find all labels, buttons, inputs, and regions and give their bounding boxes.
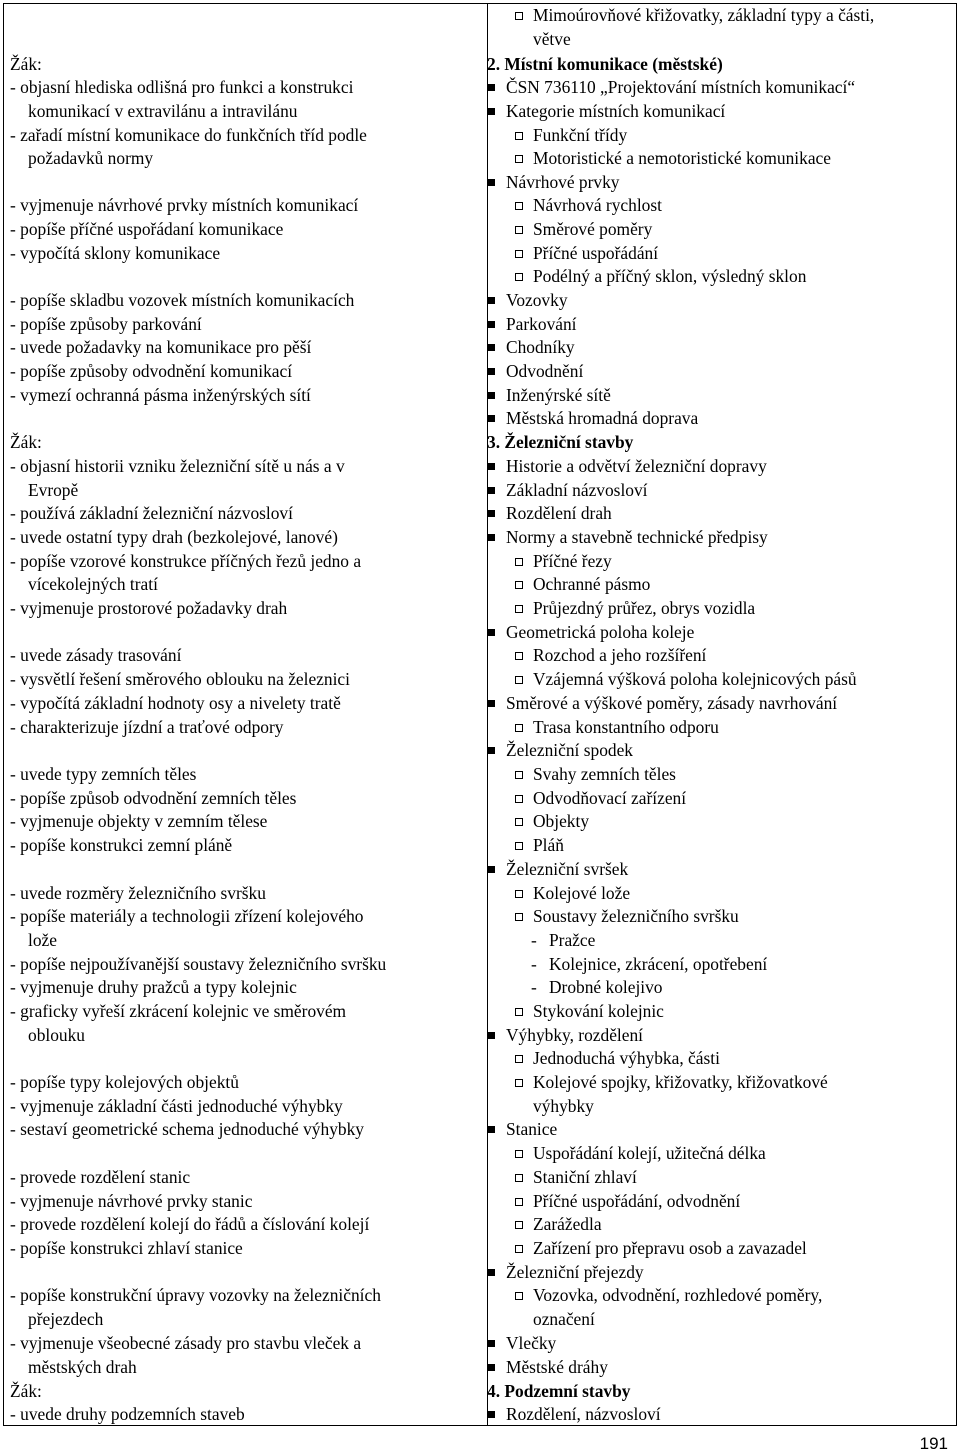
line-text: Kolejnice, zkrácení, opotřebení [549, 954, 768, 974]
square-bullet-icon [487, 858, 497, 875]
hollow-square-bullet-icon [514, 1284, 524, 1301]
text-line [28, 1024, 85, 1048]
text-line [10, 313, 202, 337]
line-text: - popíše typy kolejových objektů [10, 1072, 239, 1092]
line-text: Vozovky [506, 290, 568, 310]
text-line [487, 692, 837, 716]
line-text: - popíše nejpoužívanější soustavy železničního svršku [10, 954, 387, 974]
text-line [514, 573, 650, 597]
line-text: - vypočítá sklony komunikace [10, 243, 221, 263]
text-line [487, 739, 633, 763]
line-text: lože [28, 930, 57, 950]
line-text: 4. Podzemní stavby [487, 1381, 631, 1401]
text-line [487, 431, 633, 455]
text-line [487, 455, 767, 479]
line-text: Normy a stavebně technické předpisy [506, 527, 768, 547]
text-line [514, 810, 589, 834]
square-bullet-icon [487, 171, 497, 188]
hollow-square-bullet-icon [514, 882, 524, 899]
text-line [514, 668, 857, 692]
dash-bullet-icon: - [531, 930, 537, 950]
text-line [487, 479, 648, 503]
line-text: - charakterizuje jízdní a traťové odpory [10, 717, 284, 737]
line-text: - objasní historii vzniku železniční sítě u nás a v [10, 456, 345, 476]
text-line [10, 289, 354, 313]
text-line [487, 502, 612, 526]
text-line [487, 313, 577, 337]
text-line [514, 1071, 828, 1095]
text-line [533, 28, 571, 52]
text-line [28, 479, 78, 503]
square-bullet-icon [487, 1024, 497, 1041]
text-line [28, 147, 153, 171]
line-text: Směrové poměry [533, 219, 653, 239]
text-line [10, 1000, 346, 1024]
hollow-square-bullet-icon [514, 573, 524, 590]
text-line [514, 882, 630, 906]
line-text: Ochranné pásmo [533, 574, 651, 594]
text-line [10, 716, 283, 740]
text-line [514, 1142, 766, 1166]
text-line [514, 1213, 602, 1237]
text-line [514, 716, 719, 740]
line-text: požadavků normy [28, 148, 154, 168]
text-line [514, 1000, 664, 1024]
hollow-square-bullet-icon [514, 787, 524, 804]
text-line [10, 644, 181, 668]
text-line [487, 1403, 661, 1427]
line-text: Zarážedla [533, 1214, 602, 1234]
line-text: Zařízení pro přepravu osob a zavazadel [533, 1238, 807, 1258]
text-line [10, 787, 296, 811]
line-text: - vysvětlí řešení směrového oblouku na železnici [10, 669, 350, 689]
hollow-square-bullet-icon [514, 218, 524, 235]
text-line [514, 124, 627, 148]
line-text: Vlečky [506, 1333, 557, 1353]
line-text: Drobné kolejivo [549, 977, 663, 997]
hollow-square-bullet-icon [514, 1166, 524, 1183]
line-text: Vozovka, odvodnění, rozhledové poměry, [533, 1285, 823, 1305]
line-text: - popíše způsoby parkování [10, 314, 202, 334]
line-text: Pražce [549, 930, 596, 950]
line-text: Stanice [506, 1119, 558, 1139]
line-text: - popíše konstrukci zhlaví stanice [10, 1238, 243, 1258]
hollow-square-bullet-icon [514, 716, 524, 733]
line-text: - vyjmenuje prostorové požadavky drah [10, 598, 288, 618]
text-line [487, 407, 698, 431]
line-text: Jednoduchá výhybka, části [533, 1048, 720, 1068]
text-line [514, 787, 686, 811]
text-line [10, 502, 293, 526]
line-text: Vzájemná výšková poloha kolejnicových pásů [533, 669, 857, 689]
square-bullet-icon [487, 313, 497, 330]
text-line [514, 905, 739, 929]
line-text: Stykování kolejnic [533, 1001, 664, 1021]
line-text: Chodníky [506, 337, 575, 357]
text-line [10, 550, 361, 574]
text-line [28, 1308, 103, 1332]
text-line [487, 53, 723, 77]
text-line [487, 289, 568, 313]
line-text: 3. Železniční stavby [487, 432, 634, 452]
text-line [10, 692, 341, 716]
text-line [10, 810, 267, 834]
line-text: - uvede druhy podzemních staveb [10, 1404, 245, 1424]
line-text: Rozdělení, názvosloví [506, 1404, 661, 1424]
line-text: oblouku [28, 1025, 86, 1045]
line-text: - vymezí ochranná pásma inženýrských sítí [10, 385, 311, 405]
text-line [10, 1332, 361, 1356]
line-text: Svahy zemních těles [533, 764, 676, 784]
text-line [533, 1308, 595, 1332]
line-text: - používá základní železniční názvosloví [10, 503, 293, 523]
line-text: Evropě [28, 480, 79, 500]
line-text: - popíše vzorové konstrukce příčných řezů jedno a [10, 551, 362, 571]
hollow-square-bullet-icon [514, 1190, 524, 1207]
text-line [487, 100, 725, 124]
text-line [10, 763, 196, 787]
line-text: - popíše konstrukci zemní pláně [10, 835, 233, 855]
line-text: Žák: [10, 54, 42, 74]
line-text: Mimoúrovňové křižovatky, základní typy a části, [533, 5, 875, 25]
line-text: Uspořádání kolejí, užitečná délka [533, 1143, 766, 1163]
text-line [514, 1166, 637, 1190]
text-line [10, 1403, 245, 1427]
page-number: 191 [919, 1434, 948, 1453]
line-text: Žák: [10, 1381, 42, 1401]
text-line [10, 905, 364, 929]
text-line [10, 953, 386, 977]
line-text: Městská hromadná doprava [506, 408, 699, 428]
text-line [487, 526, 768, 550]
line-text: Železniční svršek [506, 859, 629, 879]
text-line [487, 1261, 644, 1285]
line-text: Rozchod a jeho rozšíření [533, 645, 707, 665]
line-text: - objasní hlediska odlišná pro funkci a konstrukci [10, 77, 354, 97]
square-bullet-icon [487, 1403, 497, 1420]
line-text: - uvede ostatní typy drah (bezkolejové, lanové) [10, 527, 338, 547]
text-line [514, 147, 831, 171]
text-line [10, 1166, 190, 1190]
line-text: - popíše způsoby odvodnění komunikací [10, 361, 293, 381]
square-bullet-icon [487, 384, 497, 401]
text-line [28, 929, 57, 953]
hollow-square-bullet-icon [514, 763, 524, 780]
hollow-square-bullet-icon [514, 265, 524, 282]
line-text: Průjezdný průřez, obrys vozidla [533, 598, 756, 618]
text-line [487, 384, 611, 408]
text-line [487, 360, 583, 384]
text-line [487, 621, 694, 645]
text-line [10, 1095, 343, 1119]
square-bullet-icon [487, 100, 497, 117]
hollow-square-bullet-icon [514, 905, 524, 922]
line-text: Geometrická poloha koleje [506, 622, 695, 642]
hollow-square-bullet-icon [514, 4, 524, 21]
hollow-square-bullet-icon [514, 242, 524, 259]
line-text: - popíše příčné uspořádaní komunikace [10, 219, 284, 239]
line-text: vícekolejných tratí [28, 574, 158, 594]
text-line [514, 644, 706, 668]
line-text: - vyjmenuje základní části jednoduché výhybky [10, 1096, 343, 1116]
square-bullet-icon [487, 621, 497, 638]
text-line [10, 124, 367, 148]
line-text: Objekty [533, 811, 590, 831]
text-line [10, 384, 311, 408]
line-text: - vyjmenuje návrhové prvky stanic [10, 1191, 253, 1211]
line-text: komunikací v extravilánu a intravilánu [28, 101, 298, 121]
square-bullet-icon [487, 502, 497, 519]
square-bullet-icon [487, 692, 497, 709]
text-line [10, 1213, 369, 1237]
hollow-square-bullet-icon [514, 597, 524, 614]
square-bullet-icon [487, 479, 497, 496]
text-line [514, 1237, 807, 1261]
line-text: - vyjmenuje všeobecné zásady pro stavbu vleček a [10, 1333, 362, 1353]
text-line [487, 76, 855, 100]
line-text: - sestaví geometrické schema jednoduché výhybky [10, 1119, 364, 1139]
line-text: Historie a odvětví železniční dopravy [506, 456, 767, 476]
line-text: Kolejové spojky, křižovatky, křižovatkové [533, 1072, 828, 1092]
line-text: Příčné řezy [533, 551, 612, 571]
line-text: Pláň [533, 835, 564, 855]
line-text: - vyjmenuje druhy pražců a typy kolejnic [10, 977, 297, 997]
square-bullet-icon [487, 1332, 497, 1349]
text-line [28, 1356, 137, 1380]
line-text: Směrové a výškové poměry, zásady navrhování [506, 693, 838, 713]
square-bullet-icon [487, 455, 497, 472]
text-line [10, 76, 353, 100]
line-text: Kategorie místních komunikací [506, 101, 726, 121]
line-text: výhybky [533, 1096, 594, 1116]
text-line [487, 1118, 557, 1142]
line-text: - popíše konstrukční úpravy vozovky na železničních [10, 1285, 381, 1305]
line-text: Odvodnění [506, 361, 584, 381]
line-text: Příčné uspořádání [533, 243, 659, 263]
text-line [514, 1047, 720, 1071]
text-line [10, 242, 220, 266]
square-bullet-icon [487, 360, 497, 377]
text-line [531, 976, 663, 1000]
line-text: Podélný a příčný sklon, výsledný sklon [533, 266, 807, 286]
line-text: 2. Místní komunikace (městské) [487, 54, 723, 74]
line-text: - uvede požadavky na komunikace pro pěší [10, 337, 312, 357]
line-text: městských drah [28, 1357, 137, 1377]
square-bullet-icon [487, 407, 497, 424]
text-line [10, 597, 287, 621]
hollow-square-bullet-icon [514, 1071, 524, 1088]
square-bullet-icon [487, 739, 497, 756]
text-line [487, 1356, 608, 1380]
hollow-square-bullet-icon [514, 1213, 524, 1230]
text-line [10, 1237, 243, 1261]
text-line [514, 265, 806, 289]
hollow-square-bullet-icon [514, 644, 524, 661]
text-line [28, 100, 297, 124]
square-bullet-icon [487, 1356, 497, 1373]
line-text: Staniční zhlaví [533, 1167, 637, 1187]
line-text: přejezdech [28, 1309, 104, 1329]
line-text: Trasa konstantního odporu [533, 717, 719, 737]
square-bullet-icon [487, 289, 497, 306]
hollow-square-bullet-icon [514, 1237, 524, 1254]
text-line [533, 1095, 594, 1119]
line-text: Funkční třídy [533, 125, 628, 145]
line-text: Městské dráhy [506, 1357, 608, 1377]
hollow-square-bullet-icon [514, 194, 524, 211]
hollow-square-bullet-icon [514, 124, 524, 141]
text-line [10, 431, 42, 455]
text-line [10, 53, 42, 77]
hollow-square-bullet-icon [514, 810, 524, 827]
line-text: Výhybky, rozdělení [506, 1025, 643, 1045]
line-text: - popíše materiály a technologii zřízení kolejového [10, 906, 364, 926]
text-line [487, 1024, 643, 1048]
line-text: Příčné uspořádání, odvodnění [533, 1191, 741, 1211]
line-text: Parkování [506, 314, 577, 334]
hollow-square-bullet-icon [514, 668, 524, 685]
text-line [487, 858, 628, 882]
line-text: - vyjmenuje návrhové prvky místních komunikací [10, 195, 359, 215]
line-text: - uvede typy zemních těles [10, 764, 197, 784]
line-text: - provede rozdělení kolejí do řádů a číslování kolejí [10, 1214, 370, 1234]
line-text: Žák: [10, 432, 42, 452]
text-line [514, 1190, 740, 1214]
text-line [10, 668, 350, 692]
line-text: - graficky vyřeší zkrácení kolejnic ve směrovém [10, 1001, 347, 1021]
dash-bullet-icon: - [531, 954, 537, 974]
line-text: Návrhová rychlost [533, 195, 662, 215]
line-text: Kolejové lože [533, 883, 631, 903]
text-line [514, 1284, 822, 1308]
text-line [10, 526, 338, 550]
text-line [10, 194, 358, 218]
text-line [487, 336, 575, 360]
hollow-square-bullet-icon [514, 834, 524, 851]
line-text: označení [533, 1309, 595, 1329]
text-line [28, 573, 158, 597]
hollow-square-bullet-icon [514, 1000, 524, 1017]
line-text: Motoristické a nemotoristické komunikace [533, 148, 831, 168]
text-line [487, 1332, 556, 1356]
line-text: větve [533, 29, 571, 49]
text-line [10, 834, 232, 858]
hollow-square-bullet-icon [514, 1047, 524, 1064]
text-line [514, 597, 755, 621]
text-line [10, 1071, 239, 1095]
text-line [10, 360, 292, 384]
text-line [514, 834, 564, 858]
line-text: Odvodňovací zařízení [533, 788, 687, 808]
line-text: - popíše skladbu vozovek místních komunikacích [10, 290, 355, 310]
square-bullet-icon [487, 526, 497, 543]
line-text: - vyjmenuje objekty v zemním tělese [10, 811, 268, 831]
line-text: Železniční spodek [506, 740, 633, 760]
line-text: - vypočítá základní hodnoty osy a nivelety tratě [10, 693, 341, 713]
square-bullet-icon [487, 76, 497, 93]
text-line [10, 1118, 364, 1142]
line-text: Soustavy železničního svršku [533, 906, 739, 926]
text-line [487, 171, 620, 195]
text-line [10, 455, 345, 479]
text-line [531, 929, 595, 953]
text-line [531, 953, 767, 977]
text-line [514, 763, 676, 787]
hollow-square-bullet-icon [514, 1142, 524, 1159]
text-line [514, 550, 612, 574]
dash-bullet-icon: - [531, 977, 537, 997]
line-text: - popíše způsob odvodnění zemních těles [10, 788, 297, 808]
text-line [10, 1380, 42, 1404]
text-line [10, 976, 297, 1000]
hollow-square-bullet-icon [514, 550, 524, 567]
line-text: Rozdělení drah [506, 503, 612, 523]
line-text: - uvede zásady trasování [10, 645, 182, 665]
line-text: - zařadí místní komunikace do funkčních tříd podle [10, 125, 367, 145]
line-text: Inženýrské sítě [506, 385, 611, 405]
text-line [514, 218, 652, 242]
text-line [514, 194, 662, 218]
square-bullet-icon [487, 1261, 497, 1278]
text-line [514, 4, 874, 28]
text-line [10, 336, 311, 360]
line-text: Železniční přejezdy [506, 1262, 644, 1282]
text-line [487, 1380, 630, 1404]
line-text: Základní názvosloví [506, 480, 648, 500]
square-bullet-icon [487, 1118, 497, 1135]
text-line [10, 882, 266, 906]
text-line [10, 1190, 252, 1214]
line-text: - provede rozdělení stanic [10, 1167, 191, 1187]
text-line [10, 218, 283, 242]
line-text: - uvede rozměry železničního svršku [10, 883, 266, 903]
hollow-square-bullet-icon [514, 147, 524, 164]
text-line [10, 1284, 381, 1308]
line-text: ČSN 736110 „Projektování místních komunikací“ [506, 77, 856, 97]
line-text: Návrhové prvky [506, 172, 620, 192]
text-line [514, 242, 658, 266]
square-bullet-icon [487, 336, 497, 353]
